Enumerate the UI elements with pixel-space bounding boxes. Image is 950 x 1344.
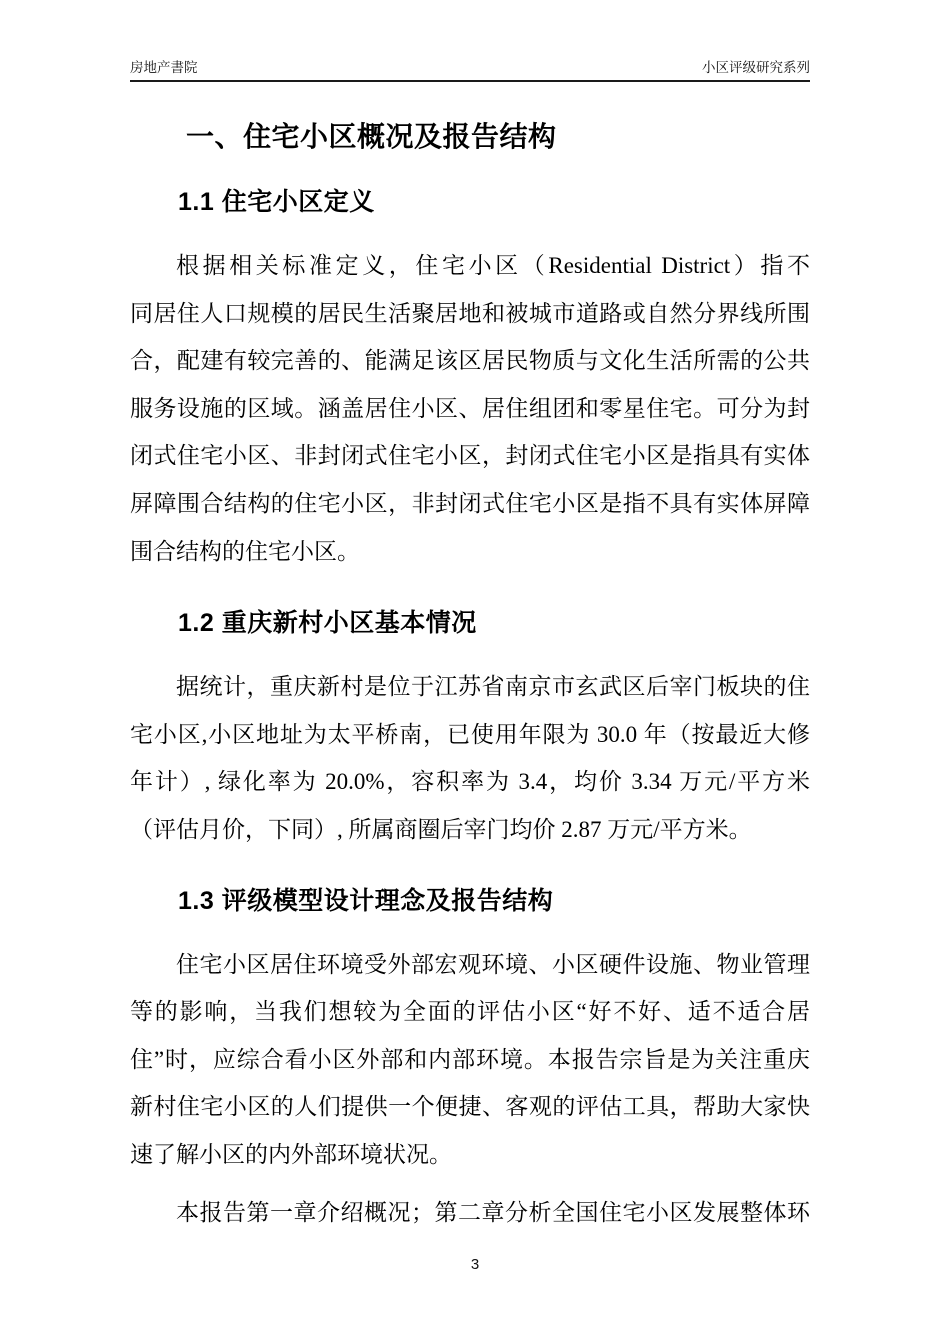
body-text-line: 速了解小区的内外部环境状况。: [130, 1141, 452, 1167]
chapter-title: 一、住宅小区概况及报告结构: [186, 121, 557, 152]
section-heading-1-3: 1.3 评级模型设计理念及报告结构: [178, 886, 554, 915]
page-number: 3: [470, 1256, 480, 1273]
paragraph-model-concept: [130, 941, 810, 1179]
document-content: [130, 89, 810, 1236]
body-text-line: 屏障围合结构的住宅小区，非封闭式住宅小区是指不具有实体屏障: [130, 490, 810, 516]
header-left-text: 房地产書院: [130, 60, 198, 75]
body-text-line: 合，配建有较完善的、能满足该区居民物质与文化生活所需的公共: [130, 348, 810, 374]
body-text-line: 住”时，应综合看小区外部和内部环境。本报告宗旨是为关注重庆: [130, 1046, 810, 1072]
paragraph-report-structure: [130, 1189, 810, 1237]
section-heading-1-2: 1.2 重庆新村小区基本情况: [178, 609, 477, 638]
header-right-text: 小区评级研究系列: [702, 60, 810, 75]
body-text-line: 本报告第一章介绍概况；第二章分析全国住宅小区发展整体环: [176, 1199, 810, 1225]
section-heading-1-1: 1.1 住宅小区定义: [178, 188, 375, 216]
body-text-line: 新村住宅小区的人们提供一个便捷、客观的评估工具，帮助大家快: [130, 1094, 810, 1120]
body-text-line: 宅小区,小区地址为太平桥南，已使用年限为 30.0 年（按最近大修: [130, 721, 810, 747]
body-text-line: 同居住人口规模的居民生活聚居地和被城市道路或自然分界线所围: [130, 300, 810, 326]
body-text-line: 年计）, 绿化率为 20.0%，容积率为 3.4，均价 3.34 万元/平方米: [130, 769, 810, 795]
paragraph-basic-info: [130, 663, 810, 853]
body-text-line: 根据相关标准定义，住宅小区（Residential District）指不: [176, 253, 810, 278]
body-text-line: 住宅小区居住环境受外部宏观环境、小区硬件设施、物业管理: [176, 951, 810, 977]
body-text-line: 服务设施的区域。涵盖居住小区、居住组团和零星住宅。可分为封: [130, 395, 810, 421]
page-footer: [0, 1256, 950, 1273]
body-text-line: 据统计，重庆新村是位于江苏省南京市玄武区后宰门板块的住: [176, 674, 810, 700]
body-text-line: 等的影响，当我们想较为全面的评估小区“好不好、适不适合居: [130, 999, 810, 1025]
body-text-line: 闭式住宅小区、非封闭式住宅小区，封闭式住宅小区是指具有实体: [130, 443, 810, 469]
paragraph-definition: [130, 242, 810, 575]
body-text-line: 围合结构的住宅小区。: [130, 538, 360, 564]
body-text-line: （评估月价，下同）, 所属商圈后宰门均价 2.87 万元/平方米。: [130, 816, 752, 842]
page-header: [130, 60, 810, 82]
